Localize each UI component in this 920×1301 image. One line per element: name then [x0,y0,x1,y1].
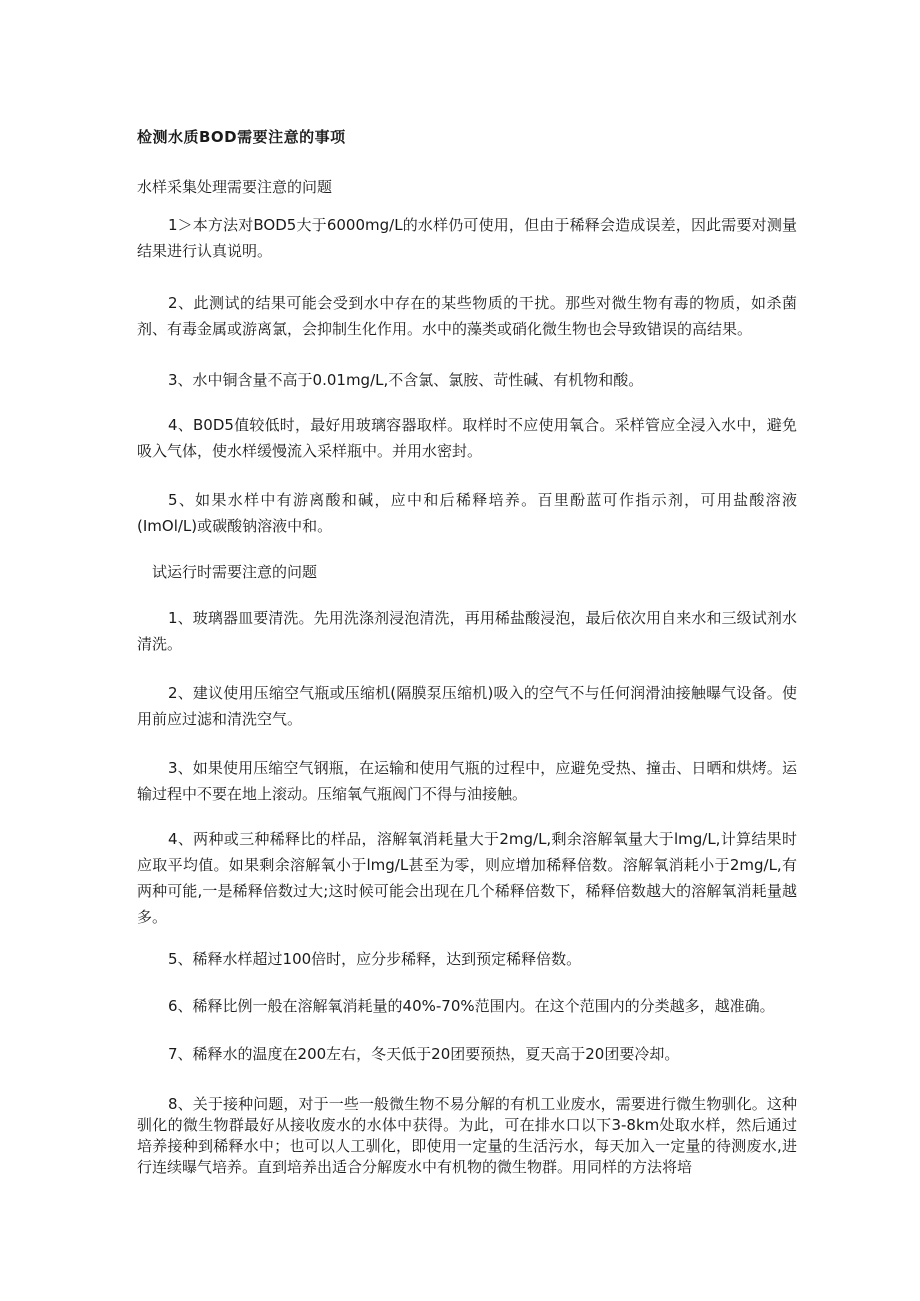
paragraph-sampling-5: 5、如果水样中有游离酸和碱，应中和后稀释培养。百里酚蓝可作指示剂，可用盐酸溶液(ImOl/L)或碳酸钠溶液中和。 [137,491,797,535]
paragraph-trial-2: 2、建议使用压缩空气瓶或压缩机(隔膜泵压缩机)吸入的空气不与任何润滑油接触曝气设备。使用前应过滤和清洗空气。 [137,684,797,728]
paragraph-trial-1: 1、玻璃器皿要清洗。先用洗涤剂浸泡清洗，再用稀盐酸浸泡，最后依次用自来水和三级试剂水清洗。 [137,609,797,653]
paragraph-sampling-1: 1＞本方法对BOD5大于6000mg∕L的水样仍可使用，但由于稀释会造成误差，因此需要对测量结果进行认真说明。 [137,216,797,260]
document-title: 检测水质BOD需要注意的事项 [137,128,346,146]
paragraph-trial-4: 4、两种或三种稀释比的样品，溶解氧消耗量大于2mg∕L,剩余溶解氧量大于lmg∕L,计算结果时应取平均值。如果剩余溶解氧小于lmg/L甚至为零，则应增加稀释倍数。溶解氧消耗小于2mg∕L,有两种可能,一是稀释倍数过大;这时候可能会出现在几个稀释倍数下，稀释倍数越大的溶解氧消耗量越多。 [137,830,797,926]
paragraph-trial-6: 6、稀释比例一般在溶解氧消耗量的40%-70%范围内。在这个范围内的分类越多，越准确。 [168,997,775,1015]
paragraph-trial-8: 8、关于接种问题，对于一些一般微生物不易分解的有机工业废水，需要进行微生物驯化。这种驯化的微生物群最好从接收废水的水体中获得。为此，可在排水口以下3-8km处取水样，然后通过培养接种到稀释水中；也可以人工驯化，即使用一定量的生活污水，每天加入一定量的待测废水,进行连续曝气培养。直到培养出适合分解废水中有机物的微生物群。用同样的方法将培 [137,1095,797,1176]
section-heading-trial-run: 试运行时需要注意的问题 [152,563,318,581]
paragraph-sampling-3: 3、水中铜含量不高于0.01mg∕L,不含氯、氯胺、苛性碱、有机物和酸。 [168,371,644,389]
section-heading-sampling: 水样采集处理需要注意的问题 [137,178,333,196]
paragraph-trial-5: 5、稀释水样超过100倍时，应分步稀释，达到预定稀释倍数。 [168,950,582,968]
paragraph-trial-3: 3、如果使用压缩空气钢瓶，在运输和使用气瓶的过程中，应避免受热、撞击、日晒和烘烤。运输过程中不要在地上滚动。压缩氧气瓶阀门不得与油接触。 [137,759,797,803]
paragraph-sampling-4: 4、B0D5值较低时，最好用玻璃容器取样。取样时不应使用氧合。采样管应全浸入水中，避免吸入气体，使水样缓慢流入采样瓶中。并用水密封。 [137,416,797,460]
paragraph-sampling-2: 2、此测试的结果可能会受到水中存在的某些物质的干扰。那些对微生物有毒的物质，如杀菌剂、有毒金属或游离氯，会抑制生化作用。水中的藻类或硝化微生物也会导致错误的高结果。 [137,294,797,338]
paragraph-trial-7: 7、稀释水的温度在200左右，冬天低于20团要预热，夏天高于20团要冷却。 [168,1045,680,1063]
